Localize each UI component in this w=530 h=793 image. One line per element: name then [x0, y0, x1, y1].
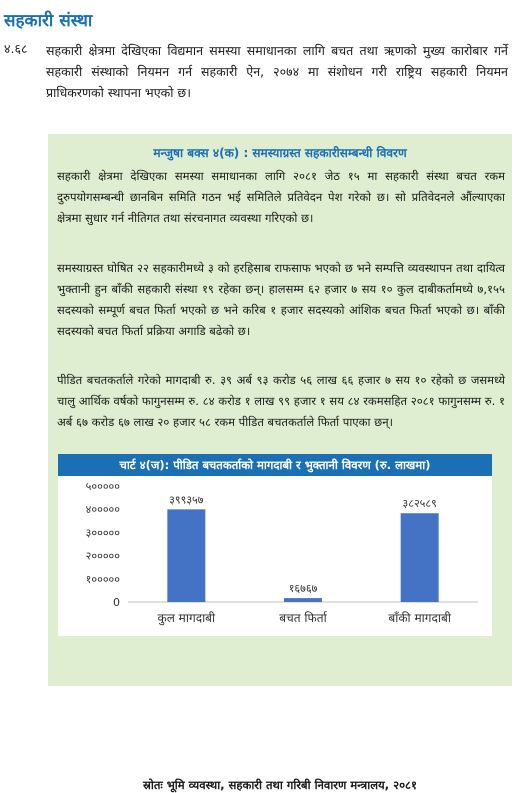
box-title: मन्जुषा बक्स ४(क) : समस्याग्रस्त सहकारीसम्बन्धी विवरण [153, 146, 407, 160]
box-paragraph-2: समस्याग्रस्त घोषित २२ सहकारीमध्ये ३ को हरहिसाब राफसाफ भएको छ भने सम्पत्ति व्यवस्थापन तथा दायित्व भुक्तानी हुन बाँकी सहकारी संस्था १९ रहेका छन्। हालसम्म ६२ हजार ७ सय १० कुल दाबीकर्तामध्ये ७,१५५ सदस्यको सम्पूर्ण बचत फिर्ता भएको छ भने करिब १ हजार सदस्यको आंशिक बचत फिर्ता भएको छ। बाँकी सदस्यको बचत फिर्ता प्रक्रिया अगाडि बढेको छ। [57, 261, 505, 338]
bar-value-label: ३८२५८९ [402, 497, 437, 511]
box-paragraph-3: पीडित बचतकर्ताले गरेको मागदाबी रु. ३९ अर्ब ९३ करोड ५६ लाख ६६ हजार ७ सय १० रहेको छ जसमध्ये चालु आर्थिक वर्षको फागुनसम्म रु. ८४ करोड १ लाख ९९ हजार १ सय ८४ रकमसहित २०८१ फागुनसम्म रु. १ अर्ब ६७ करोड ६७ लाख २० हजार ५८ रकम पीडित बचतकर्ताले फिर्ता पाएका छन्। [57, 373, 505, 429]
y-tick-label: २००००० [85, 549, 120, 563]
chart-source: स्रोतः भूमि व्यवस्था, सहकारी तथा गरिबी निवारण मन्त्रालय, २०८१ [142, 778, 418, 792]
y-tick-label: 0 [113, 596, 120, 609]
y-tick-label: ३००००० [85, 526, 120, 540]
y-tick-label: ४००००० [85, 503, 120, 517]
x-category-label: कुल मागदाबी [157, 611, 216, 625]
bar [167, 509, 205, 602]
paragraph-text: सहकारी क्षेत्रमा देखिएका विद्यमान समस्या समाधानका लागि बचत तथा ऋणको मुख्य कारोबार गर्ने सहकारी संस्थाको नियमन गर्न सहकारी ऐन, २०७४ मा संशोधन गरी राष्ट्रिय सहकारी नियमन प्राधिकरणको स्थापना भएको छ। [46, 43, 508, 100]
bar [284, 598, 322, 602]
chart-title: चार्ट ४(ज): पीडित बचतकर्ताको मागदाबी र भुक्तानी विवरण (रु. लाखमा) [58, 454, 492, 476]
bar-value-label: १६७६७ [288, 582, 318, 596]
chart-svg [58, 476, 492, 636]
bar-value-label: ३९९३५७ [169, 493, 204, 507]
x-category-label: बचत फिर्ता [279, 611, 327, 625]
box-paragraph-1: सहकारी क्षेत्रमा देखिएका समस्या समाधानका लागि २०८१ जेठ १५ मा सहकारी संस्था बचत रकम दुरुपयोगसम्बन्धी छानबिन समिति गठन भई समितिले प्रतिवेदन पेश गरेको छ। सो प्रतिवेदनले औंल्याएका क्षेत्रमा सुधार गर्न नीतिगत तथा संरचनागत व्यवस्था गरिएको छ। [57, 169, 505, 225]
section-title: सहकारी संस्था [4, 11, 93, 31]
y-tick-label: १००००० [85, 572, 120, 586]
paragraph-number: ४.६८ [4, 41, 28, 56]
y-tick-label: ५००००० [85, 480, 120, 493]
bar [401, 513, 439, 602]
bar-chart [58, 476, 492, 636]
x-category-label: बाँकी मागदाबी [388, 611, 451, 625]
